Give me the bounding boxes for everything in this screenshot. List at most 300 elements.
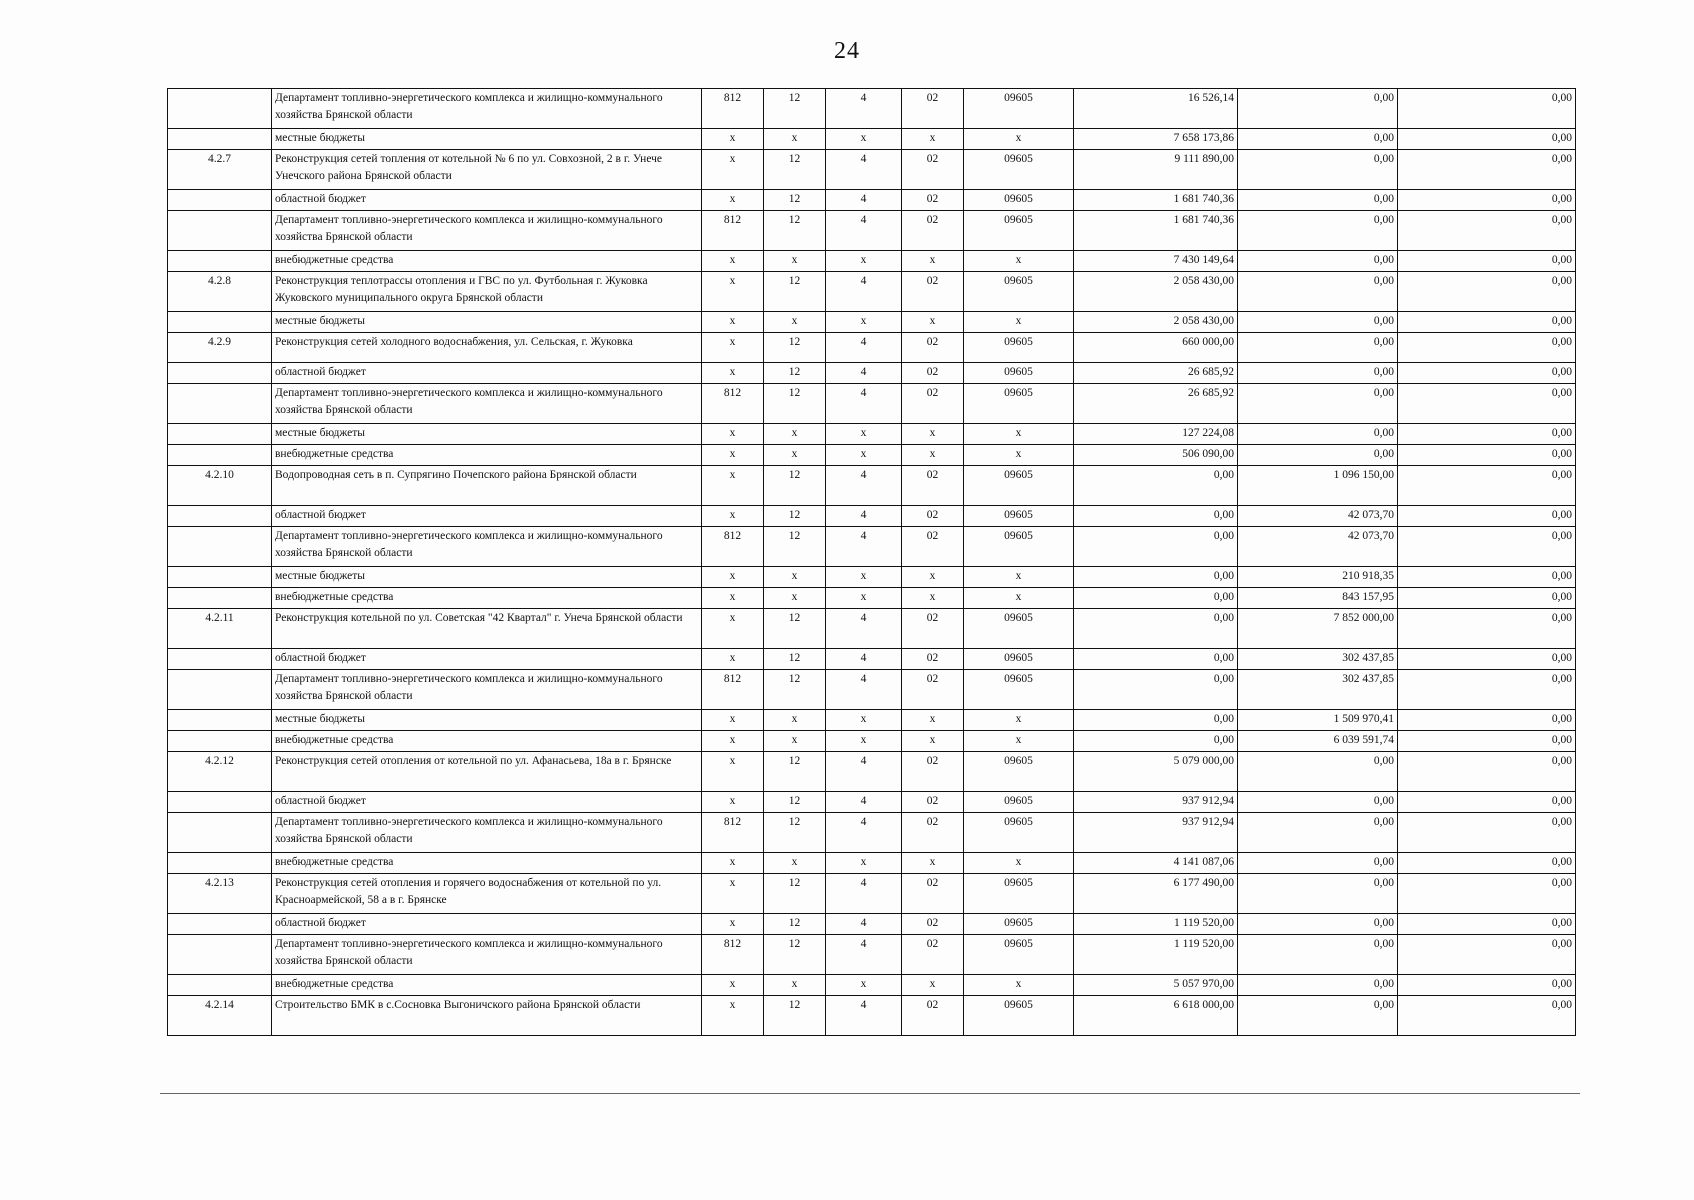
cell-program: x xyxy=(902,588,964,609)
cell-program: 02 xyxy=(902,874,964,914)
table-row xyxy=(168,424,1576,445)
cell-subsection: 4 xyxy=(826,914,902,935)
cell-grbs: 812 xyxy=(702,89,764,129)
cell-amount-year-3: 0,00 xyxy=(1398,649,1576,670)
cell-amount-year-2: 0,00 xyxy=(1238,752,1398,792)
cell-amount-year-1: 7 658 173,86 xyxy=(1074,129,1238,150)
cell-amount-year-2: 0,00 xyxy=(1238,211,1398,251)
cell-amount-year-3: 0,00 xyxy=(1398,914,1576,935)
cell-subsection: 4 xyxy=(826,333,902,363)
cell-amount-year-3: 0,00 xyxy=(1398,424,1576,445)
cell-subsection: 4 xyxy=(826,89,902,129)
table-row xyxy=(168,975,1576,996)
cell-amount-year-2: 0,00 xyxy=(1238,996,1398,1036)
cell-program: 02 xyxy=(902,190,964,211)
cell-section: 12 xyxy=(764,996,826,1036)
cell-amount-year-2: 0,00 xyxy=(1238,813,1398,853)
cell-amount-year-2: 1 096 150,00 xyxy=(1238,466,1398,506)
cell-target-article: 09605 xyxy=(964,813,1074,853)
cell-subsection: 4 xyxy=(826,792,902,813)
cell-amount-year-1: 0,00 xyxy=(1074,588,1238,609)
cell-grbs: 812 xyxy=(702,935,764,975)
cell-grbs: x xyxy=(702,731,764,752)
row-name: внебюджетные средства xyxy=(272,975,702,996)
cell-section: x xyxy=(764,710,826,731)
cell-section: x xyxy=(764,445,826,466)
cell-program: x xyxy=(902,251,964,272)
cell-amount-year-3: 0,00 xyxy=(1398,813,1576,853)
cell-target-article: x xyxy=(964,975,1074,996)
row-name: областной бюджет xyxy=(272,506,702,527)
row-name: Реконструкция теплотрассы отопления и ГВС по ул. Футбольная г. Жуковка Жуковского муниципального округа Брянской области xyxy=(272,272,702,312)
cell-amount-year-2: 210 918,35 xyxy=(1238,567,1398,588)
cell-section: 12 xyxy=(764,752,826,792)
cell-subsection: x xyxy=(826,975,902,996)
cell-section: 12 xyxy=(764,466,826,506)
cell-program: 02 xyxy=(902,649,964,670)
cell-program: 02 xyxy=(902,670,964,710)
row-number xyxy=(168,445,272,466)
cell-subsection: 4 xyxy=(826,384,902,424)
cell-program: 02 xyxy=(902,333,964,363)
cell-subsection: x xyxy=(826,710,902,731)
cell-amount-year-3: 0,00 xyxy=(1398,312,1576,333)
cell-section: 12 xyxy=(764,384,826,424)
cell-section: x xyxy=(764,731,826,752)
cell-amount-year-1: 9 111 890,00 xyxy=(1074,150,1238,190)
cell-subsection: x xyxy=(826,567,902,588)
cell-target-article: 09605 xyxy=(964,670,1074,710)
cell-amount-year-3: 0,00 xyxy=(1398,129,1576,150)
cell-amount-year-3: 0,00 xyxy=(1398,89,1576,129)
cell-amount-year-3: 0,00 xyxy=(1398,853,1576,874)
cell-grbs: x xyxy=(702,424,764,445)
cell-amount-year-2: 0,00 xyxy=(1238,792,1398,813)
cell-amount-year-1: 26 685,92 xyxy=(1074,363,1238,384)
cell-subsection: x xyxy=(826,731,902,752)
row-number xyxy=(168,312,272,333)
cell-grbs: 812 xyxy=(702,211,764,251)
row-number xyxy=(168,813,272,853)
cell-program: 02 xyxy=(902,935,964,975)
cell-section: 12 xyxy=(764,813,826,853)
table-row xyxy=(168,272,1576,312)
cell-grbs: 812 xyxy=(702,384,764,424)
cell-amount-year-2: 0,00 xyxy=(1238,424,1398,445)
cell-amount-year-2: 0,00 xyxy=(1238,914,1398,935)
cell-amount-year-3: 0,00 xyxy=(1398,251,1576,272)
cell-amount-year-3: 0,00 xyxy=(1398,588,1576,609)
row-number: 4.2.8 xyxy=(168,272,272,312)
cell-grbs: x xyxy=(702,853,764,874)
cell-section: x xyxy=(764,588,826,609)
cell-target-article: x xyxy=(964,588,1074,609)
cell-amount-year-2: 0,00 xyxy=(1238,129,1398,150)
table-row xyxy=(168,609,1576,649)
cell-target-article: 09605 xyxy=(964,649,1074,670)
cell-subsection: x xyxy=(826,424,902,445)
row-number xyxy=(168,567,272,588)
table-row xyxy=(168,874,1576,914)
row-number xyxy=(168,670,272,710)
cell-section: x xyxy=(764,975,826,996)
row-name: местные бюджеты xyxy=(272,710,702,731)
row-number: 4.2.12 xyxy=(168,752,272,792)
cell-section: 12 xyxy=(764,190,826,211)
cell-subsection: 4 xyxy=(826,527,902,567)
cell-target-article: 09605 xyxy=(964,384,1074,424)
cell-subsection: 4 xyxy=(826,272,902,312)
cell-subsection: 4 xyxy=(826,363,902,384)
cell-amount-year-2: 0,00 xyxy=(1238,333,1398,363)
cell-grbs: x xyxy=(702,609,764,649)
table-row xyxy=(168,89,1576,129)
cell-section: 12 xyxy=(764,914,826,935)
row-name: внебюджетные средства xyxy=(272,251,702,272)
cell-amount-year-3: 0,00 xyxy=(1398,975,1576,996)
table-row xyxy=(168,466,1576,506)
cell-subsection: 4 xyxy=(826,996,902,1036)
cell-amount-year-3: 0,00 xyxy=(1398,670,1576,710)
cell-subsection: 4 xyxy=(826,670,902,710)
row-number xyxy=(168,731,272,752)
cell-amount-year-3: 0,00 xyxy=(1398,792,1576,813)
cell-amount-year-2: 0,00 xyxy=(1238,150,1398,190)
cell-amount-year-1: 0,00 xyxy=(1074,506,1238,527)
cell-amount-year-2: 0,00 xyxy=(1238,935,1398,975)
cell-section: 12 xyxy=(764,935,826,975)
cell-program: x xyxy=(902,975,964,996)
cell-amount-year-1: 16 526,14 xyxy=(1074,89,1238,129)
cell-amount-year-1: 5 079 000,00 xyxy=(1074,752,1238,792)
cell-section: 12 xyxy=(764,150,826,190)
cell-target-article: 09605 xyxy=(964,466,1074,506)
cell-amount-year-1: 6 177 490,00 xyxy=(1074,874,1238,914)
cell-subsection: x xyxy=(826,251,902,272)
cell-section: x xyxy=(764,567,826,588)
table-row xyxy=(168,853,1576,874)
row-number xyxy=(168,935,272,975)
cell-section: x xyxy=(764,251,826,272)
cell-grbs: x xyxy=(702,752,764,792)
table-row xyxy=(168,527,1576,567)
cell-subsection: 4 xyxy=(826,874,902,914)
cell-subsection: 4 xyxy=(826,466,902,506)
cell-amount-year-1: 660 000,00 xyxy=(1074,333,1238,363)
row-name: областной бюджет xyxy=(272,649,702,670)
cell-program: 02 xyxy=(902,384,964,424)
row-number: 4.2.11 xyxy=(168,609,272,649)
cell-target-article: 09605 xyxy=(964,792,1074,813)
cell-grbs: 812 xyxy=(702,670,764,710)
row-name: внебюджетные средства xyxy=(272,853,702,874)
cell-section: x xyxy=(764,129,826,150)
row-number: 4.2.7 xyxy=(168,150,272,190)
cell-program: 02 xyxy=(902,914,964,935)
row-number xyxy=(168,190,272,211)
table-row xyxy=(168,588,1576,609)
cell-program: 02 xyxy=(902,792,964,813)
cell-subsection: 4 xyxy=(826,813,902,853)
cell-grbs: x xyxy=(702,567,764,588)
row-name: Реконструкция сетей холодного водоснабжения, ул. Сельская, г. Жуковка xyxy=(272,333,702,363)
page-number: 24 xyxy=(834,38,860,64)
table-row xyxy=(168,792,1576,813)
row-name: областной бюджет xyxy=(272,190,702,211)
cell-target-article: 09605 xyxy=(964,914,1074,935)
row-number xyxy=(168,792,272,813)
cell-amount-year-3: 0,00 xyxy=(1398,874,1576,914)
cell-amount-year-1: 0,00 xyxy=(1074,710,1238,731)
cell-amount-year-1: 4 141 087,06 xyxy=(1074,853,1238,874)
row-name: местные бюджеты xyxy=(272,567,702,588)
row-number xyxy=(168,211,272,251)
cell-target-article: 09605 xyxy=(964,190,1074,211)
row-name: Департамент топливно-энергетического комплекса и жилищно-коммунального хозяйства Брянской области xyxy=(272,935,702,975)
cell-grbs: x xyxy=(702,312,764,333)
cell-subsection: 4 xyxy=(826,506,902,527)
row-name: Реконструкция сетей отопления и горячего водоснабжения от котельной по ул. Красноармейской, 58 а в г. Брянске xyxy=(272,874,702,914)
cell-target-article: 09605 xyxy=(964,527,1074,567)
cell-grbs: x xyxy=(702,150,764,190)
row-name: Водопроводная сеть в п. Супрягино Почепского района Брянской области xyxy=(272,466,702,506)
cell-target-article: 09605 xyxy=(964,363,1074,384)
cell-grbs: x xyxy=(702,333,764,363)
cell-amount-year-1: 0,00 xyxy=(1074,527,1238,567)
row-name: областной бюджет xyxy=(272,914,702,935)
row-name: областной бюджет xyxy=(272,792,702,813)
cell-subsection: 4 xyxy=(826,752,902,792)
cell-amount-year-3: 0,00 xyxy=(1398,384,1576,424)
cell-grbs: x xyxy=(702,996,764,1036)
cell-section: x xyxy=(764,853,826,874)
row-number xyxy=(168,251,272,272)
cell-amount-year-2: 7 852 000,00 xyxy=(1238,609,1398,649)
cell-amount-year-1: 1 119 520,00 xyxy=(1074,914,1238,935)
cell-target-article: x xyxy=(964,312,1074,333)
cell-amount-year-1: 1 681 740,36 xyxy=(1074,190,1238,211)
cell-grbs: x xyxy=(702,466,764,506)
cell-subsection: x xyxy=(826,445,902,466)
cell-grbs: x xyxy=(702,251,764,272)
cell-section: 12 xyxy=(764,363,826,384)
cell-grbs: x xyxy=(702,588,764,609)
cell-amount-year-2: 0,00 xyxy=(1238,89,1398,129)
cell-target-article: 09605 xyxy=(964,211,1074,251)
cell-grbs: x xyxy=(702,506,764,527)
cell-amount-year-2: 302 437,85 xyxy=(1238,649,1398,670)
row-name: внебюджетные средства xyxy=(272,445,702,466)
row-number xyxy=(168,710,272,731)
cell-section: x xyxy=(764,312,826,333)
cell-amount-year-3: 0,00 xyxy=(1398,211,1576,251)
cell-program: 02 xyxy=(902,506,964,527)
table-row xyxy=(168,363,1576,384)
cell-amount-year-3: 0,00 xyxy=(1398,466,1576,506)
cell-subsection: 4 xyxy=(826,649,902,670)
cell-grbs: 812 xyxy=(702,813,764,853)
table-row xyxy=(168,384,1576,424)
cell-grbs: x xyxy=(702,975,764,996)
cell-section: 12 xyxy=(764,792,826,813)
row-name: местные бюджеты xyxy=(272,312,702,333)
table-body xyxy=(168,89,1576,1036)
cell-program: x xyxy=(902,731,964,752)
table-row xyxy=(168,211,1576,251)
cell-subsection: 4 xyxy=(826,150,902,190)
cell-target-article: x xyxy=(964,567,1074,588)
row-number xyxy=(168,975,272,996)
cell-program: x xyxy=(902,567,964,588)
cell-amount-year-2: 0,00 xyxy=(1238,975,1398,996)
row-name: местные бюджеты xyxy=(272,129,702,150)
table-row xyxy=(168,251,1576,272)
row-number xyxy=(168,89,272,129)
cell-amount-year-2: 0,00 xyxy=(1238,363,1398,384)
cell-subsection: x xyxy=(826,853,902,874)
cell-amount-year-2: 843 157,95 xyxy=(1238,588,1398,609)
row-number: 4.2.10 xyxy=(168,466,272,506)
table-row xyxy=(168,914,1576,935)
cell-amount-year-2: 0,00 xyxy=(1238,312,1398,333)
cell-grbs: x xyxy=(702,914,764,935)
cell-target-article: 09605 xyxy=(964,874,1074,914)
cell-amount-year-2: 0,00 xyxy=(1238,874,1398,914)
table-row xyxy=(168,710,1576,731)
cell-program: 02 xyxy=(902,150,964,190)
table-row xyxy=(168,129,1576,150)
cell-amount-year-1: 127 224,08 xyxy=(1074,424,1238,445)
table-row xyxy=(168,731,1576,752)
row-number xyxy=(168,649,272,670)
cell-section: 12 xyxy=(764,649,826,670)
cell-section: 12 xyxy=(764,506,826,527)
cell-target-article: x xyxy=(964,853,1074,874)
cell-program: 02 xyxy=(902,527,964,567)
cell-program: x xyxy=(902,853,964,874)
cell-grbs: x xyxy=(702,710,764,731)
cell-target-article: 09605 xyxy=(964,150,1074,190)
table-row xyxy=(168,312,1576,333)
row-name: Департамент топливно-энергетического комплекса и жилищно-коммунального хозяйства Брянской области xyxy=(272,89,702,129)
cell-grbs: x xyxy=(702,272,764,312)
cell-grbs: x xyxy=(702,792,764,813)
cell-target-article: 09605 xyxy=(964,996,1074,1036)
cell-target-article: x xyxy=(964,251,1074,272)
row-name: местные бюджеты xyxy=(272,424,702,445)
cell-amount-year-2: 0,00 xyxy=(1238,445,1398,466)
cell-section: 12 xyxy=(764,89,826,129)
cell-subsection: 4 xyxy=(826,609,902,649)
row-number xyxy=(168,527,272,567)
row-number: 4.2.13 xyxy=(168,874,272,914)
row-name: Строительство БМК в с.Сосновка Выгоничского района Брянской области xyxy=(272,996,702,1036)
cell-program: x xyxy=(902,312,964,333)
cell-amount-year-3: 0,00 xyxy=(1398,445,1576,466)
cell-amount-year-1: 2 058 430,00 xyxy=(1074,312,1238,333)
cell-grbs: 812 xyxy=(702,527,764,567)
cell-amount-year-2: 302 437,85 xyxy=(1238,670,1398,710)
cell-amount-year-1: 0,00 xyxy=(1074,567,1238,588)
cell-program: x xyxy=(902,710,964,731)
cell-grbs: x xyxy=(702,874,764,914)
cell-program: x xyxy=(902,445,964,466)
cell-amount-year-1: 2 058 430,00 xyxy=(1074,272,1238,312)
row-name: Департамент топливно-энергетического комплекса и жилищно-коммунального хозяйства Брянской области xyxy=(272,384,702,424)
table-row xyxy=(168,996,1576,1036)
cell-amount-year-3: 0,00 xyxy=(1398,609,1576,649)
cell-target-article: x xyxy=(964,129,1074,150)
cell-target-article: x xyxy=(964,445,1074,466)
cell-section: 12 xyxy=(764,609,826,649)
cell-section: x xyxy=(764,424,826,445)
cell-amount-year-1: 506 090,00 xyxy=(1074,445,1238,466)
cell-program: 02 xyxy=(902,211,964,251)
cell-grbs: x xyxy=(702,649,764,670)
table-row xyxy=(168,649,1576,670)
row-name: Департамент топливно-энергетического комплекса и жилищно-коммунального хозяйства Брянской области xyxy=(272,527,702,567)
cell-program: 02 xyxy=(902,752,964,792)
cell-amount-year-2: 0,00 xyxy=(1238,384,1398,424)
cell-program: 02 xyxy=(902,89,964,129)
cell-target-article: 09605 xyxy=(964,506,1074,527)
row-number: 4.2.14 xyxy=(168,996,272,1036)
cell-amount-year-3: 0,00 xyxy=(1398,506,1576,527)
row-name: Департамент топливно-энергетического комплекса и жилищно-коммунального хозяйства Брянской области xyxy=(272,670,702,710)
cell-amount-year-3: 0,00 xyxy=(1398,527,1576,567)
cell-amount-year-1: 937 912,94 xyxy=(1074,792,1238,813)
cell-program: 02 xyxy=(902,996,964,1036)
cell-amount-year-3: 0,00 xyxy=(1398,710,1576,731)
table-row xyxy=(168,190,1576,211)
cell-subsection: x xyxy=(826,129,902,150)
cell-section: 12 xyxy=(764,670,826,710)
row-number xyxy=(168,914,272,935)
cell-target-article: 09605 xyxy=(964,935,1074,975)
row-name: Реконструкция сетей топления от котельной № 6 по ул. Совхозной, 2 в г. Унече Унечского района Брянской области xyxy=(272,150,702,190)
row-number xyxy=(168,853,272,874)
row-number: 4.2.9 xyxy=(168,333,272,363)
cell-amount-year-2: 0,00 xyxy=(1238,853,1398,874)
cell-amount-year-1: 937 912,94 xyxy=(1074,813,1238,853)
cell-amount-year-2: 0,00 xyxy=(1238,190,1398,211)
cell-grbs: x xyxy=(702,129,764,150)
cell-amount-year-1: 0,00 xyxy=(1074,649,1238,670)
row-number xyxy=(168,363,272,384)
table-row xyxy=(168,670,1576,710)
cell-amount-year-3: 0,00 xyxy=(1398,150,1576,190)
cell-amount-year-1: 0,00 xyxy=(1074,731,1238,752)
cell-section: 12 xyxy=(764,211,826,251)
cell-program: x xyxy=(902,129,964,150)
cell-subsection: 4 xyxy=(826,935,902,975)
cell-amount-year-3: 0,00 xyxy=(1398,731,1576,752)
cell-amount-year-3: 0,00 xyxy=(1398,996,1576,1036)
table-row xyxy=(168,150,1576,190)
cell-section: 12 xyxy=(764,272,826,312)
cell-amount-year-1: 1 119 520,00 xyxy=(1074,935,1238,975)
cell-amount-year-3: 0,00 xyxy=(1398,272,1576,312)
cell-grbs: x xyxy=(702,190,764,211)
cell-target-article: x xyxy=(964,731,1074,752)
cell-program: 02 xyxy=(902,813,964,853)
cell-section: 12 xyxy=(764,527,826,567)
cell-amount-year-1: 26 685,92 xyxy=(1074,384,1238,424)
cell-grbs: x xyxy=(702,445,764,466)
table-row xyxy=(168,813,1576,853)
row-number xyxy=(168,384,272,424)
table-row xyxy=(168,752,1576,792)
